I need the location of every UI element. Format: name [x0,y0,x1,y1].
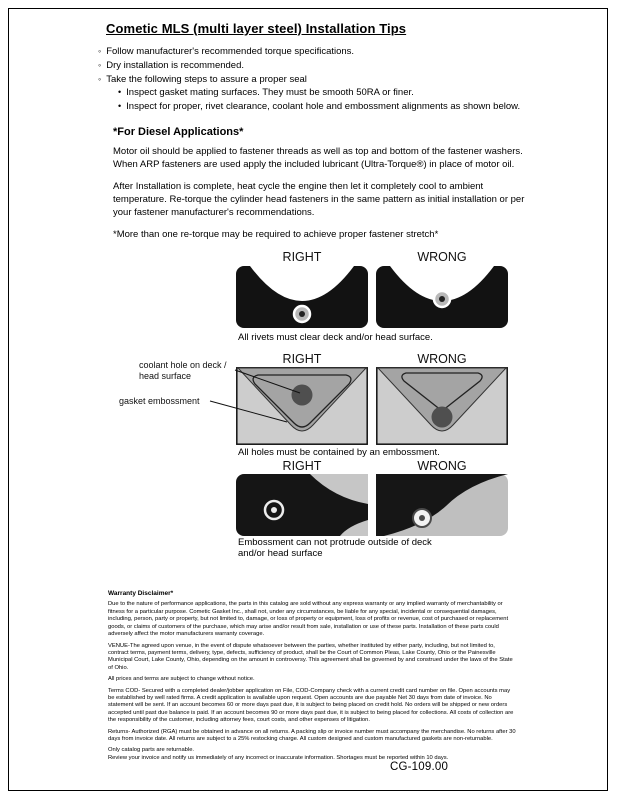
rivet-right-diagram [236,266,368,328]
page-border-frame [8,8,608,791]
right-column-header: RIGHT [282,250,322,265]
wrong-column-header: WRONG [417,352,467,367]
warranty-disclaimer-section [108,590,516,762]
diesel-paragraph: Motor oil should be applied to fastener threads as well as top and bottom of the fastener washers. When ARP fasteners are used apply the included lubricant (Ultra-Torque®) in place of motor oil. [113,145,523,170]
protrusion-caption: Embossment can not protrude outside of deck and/or head surface [238,537,432,560]
warranty-paragraph: All prices and terms are subject to change without notice. [108,676,255,683]
embossment-wrong-diagram [376,367,508,445]
tip-bullet: ◦ Dry installation is recommended. [98,59,607,73]
warranty-heading: Warranty Disclaimer* [108,590,174,598]
gasket-embossment-label: gasket embossment [119,396,200,407]
installation-tips-section [9,9,607,241]
tip-bullet: ◦ Follow manufacturer's recommended torque specifications. [98,45,607,59]
wrong-column-header: WRONG [417,459,467,474]
embossment-right-diagram [236,367,368,445]
warranty-paragraph: Returns- Authorized (RGA) must be obtained in advance on all returns. A packing slip or invoice number must accompany the merchandise. No returns after 30 days from invoice date. All returns are subject to a 25% restocking charge. All custom designed and custom manufactured gaskets are non-returnable. [108,728,516,742]
catalog-page-code: CG-109.00 [390,761,449,773]
tip-bullet: ◦ Take the following steps to assure a proper seal [98,73,607,87]
right-column-header: RIGHT [282,459,322,474]
page-title: Cometic MLS (multi layer steel) Installation Tips [106,21,407,36]
tip-sub-bullet: • Inspect gasket mating surfaces. They must be smooth 50RA or finer. [118,86,607,100]
coolant-hole-label: coolant hole on deck / head surface [139,360,227,382]
rivet-caption: All rivets must clear deck and/or head surface. [238,332,433,344]
warranty-paragraph: Review your invoice and notify us immediately of any incorrect or inaccurate information. Shortages must be reported within 10 days. [108,754,449,761]
embossment-caption: All holes must be contained by an embossment. [238,447,440,459]
warranty-paragraph: Due to the nature of performance applications, the parts in this catalog are sold without any express warranty or any implied warranty of merchantability or fitness for a particular purpose. Cometic Gasket Inc., shall not, under any circumstances, be liable for any special, incidental or consequential damages, including, person, party or property, but not limited to, damage, or loss of property or equipment, loss of profits or revenue, cost of purchased or replacement goods, or claims of customers of the purchase, which may arise and/or result from sale, installation or use of these parts. Installation of these parts could adversely affect the motor manufacturers warranty coverage. [108,601,509,638]
warranty-paragraph: Only catalog parts are returnable. [108,747,195,754]
diesel-paragraph: After Installation is complete, heat cycle the engine then let it completely cool to ambient temperature. Re-torque the cylinder head fasteners in the same pattern as initial installation or per your fastener manufacturer's recommendations. [113,181,525,219]
warranty-paragraph: VENUE-The agreed upon venue, in the event of dispute whatsoever between the parties, whether instituted by either party, including, but not limited to, contract terms, payment terms, delivery, type, defects, sufficiency of product, shall be the Court of Common Pleas, Lake County, Ohio or the Painesville Municipal Court, Lake County, Ohio, depending on the amount in controversy. This agreement shall be governed by and construed under the laws of the State of Ohio. [108,642,513,671]
rivet-wrong-diagram [376,266,508,328]
warranty-paragraph: Terms COD- Secured with a completed dealer/jobber application on File, COD-Company check with a current credit card number on file. Open accounts may be established by well rated firms. A credit application is available upon request. Open accounts are due payable Net 30 days from date of invoice. No statement will be sent. If an account becomes 60 or more days past due, it is subject to being placed on credit hold. No orders will be shipped or new orders accepted until past due balance is paid. If an account becomes 90 or more days past due, it is subject to being placed for collections. All costs of collection are the responsibility of the customer, including attorney fees, court costs, and other expenses of litigation. [108,687,514,724]
retorque-note: *More than one re-torque may be required to achieve proper fastener stretch* [113,229,439,241]
protrusion-right-diagram [236,474,368,536]
diagram-section [9,250,607,566]
protrusion-wrong-diagram [376,474,508,536]
diesel-applications-heading: *For Diesel Applications* [113,125,244,138]
wrong-column-header: WRONG [417,250,467,265]
tip-sub-bullet: • Inspect for proper, rivet clearance, coolant hole and embossment alignments as shown below. [118,100,607,114]
right-column-header: RIGHT [282,352,322,367]
